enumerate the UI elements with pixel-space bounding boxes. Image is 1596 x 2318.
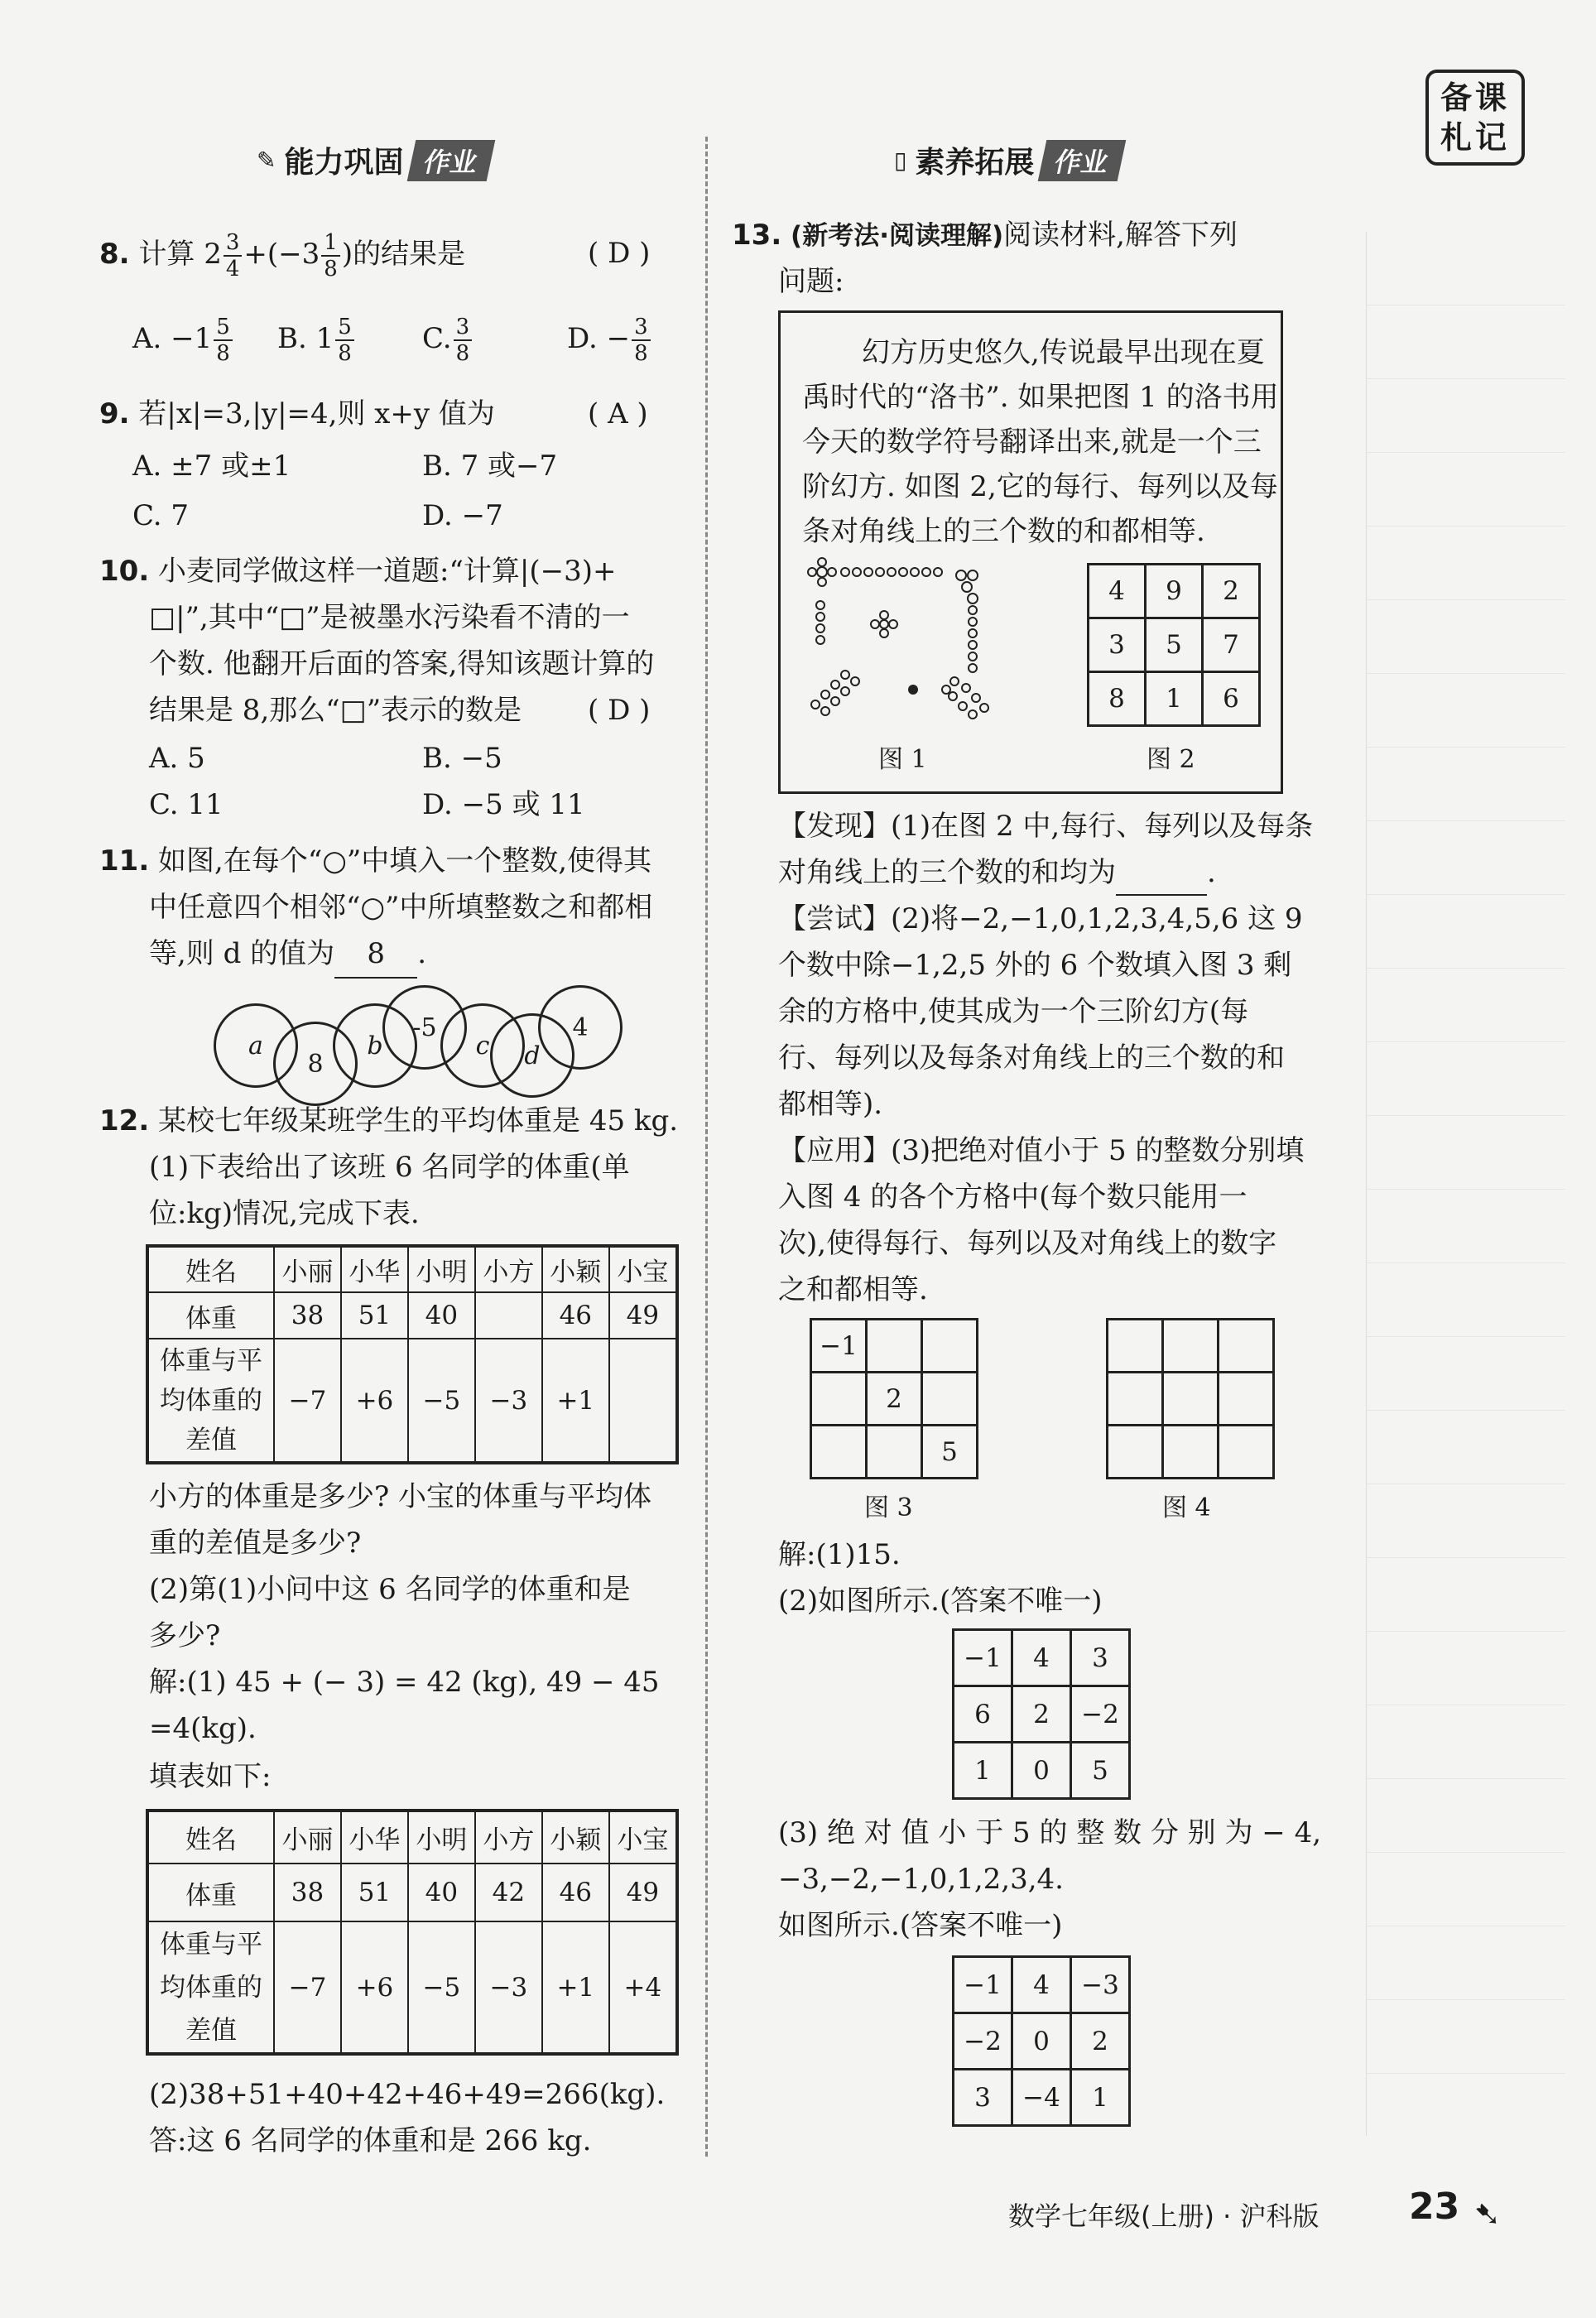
q13-number: 13. [732,219,782,252]
fig4-r2c1 [1163,1426,1219,1479]
q8-option-a-den: 8 [216,341,230,366]
t1-r2c6 [609,1339,677,1463]
t2-r2c1: −7 [274,1921,341,2054]
q8-frac1-num: 3 [224,230,243,257]
fig2-r1c0: 3 [1089,618,1146,672]
magic-square-fig2 [1087,563,1261,727]
q10-option-d: D. −5 或 11 [422,788,585,821]
left-section-title: 能力巩固 [284,146,404,180]
q8-frac1 [224,230,243,281]
t1-r2c3: −5 [408,1339,475,1463]
q8-option-b-label: B. 1 [277,322,334,355]
q8-option-c [422,315,474,366]
t2-h6: 小宝 [609,1811,677,1864]
q9-option-a: A. ±7 或±1 [132,450,291,483]
q10-answer: ( D ) [588,694,651,727]
q13-sol2: (2)如图所示.(答案不唯一) [778,1585,1103,1618]
q8-option-a-label: A. −1 [132,322,213,355]
q11-line3-text: 等,则 d 的值为 [149,937,335,970]
ansB-r0c1: 4 [1012,1957,1071,2013]
q8-option-b-num: 5 [335,315,354,341]
right-section-tag: 作业 [1038,140,1127,181]
q13-sol4: −3,−2,−1,0,1,2,3,4. [778,1863,1064,1896]
circle-b: b [333,1003,417,1088]
ansA-r1c1: 2 [1012,1686,1071,1743]
q12-sol4: (2)38+51+40+42+46+49=266(kg). [149,2078,666,2111]
q10-line3: 个数. 他翻开后面的答案,得知该题计算的 [149,647,655,680]
ansA-r0c1: 4 [1012,1630,1071,1686]
q12-line1 [99,1098,678,1144]
fig4-r2c2 [1219,1426,1274,1479]
t1-h4: 小方 [475,1246,542,1292]
ansA-r2c0: 1 [954,1743,1012,1799]
ansB-r1c0: −2 [954,2013,1012,2070]
t2-r1c2: 51 [341,1864,408,1921]
t2-h0: 姓名 [147,1811,274,1864]
t1-h1: 小丽 [274,1246,341,1292]
t1-r2c2: +6 [341,1339,408,1463]
badge-text: 备课 札记 [1440,79,1510,156]
q10-line2: □|”,其中“□”是被墨水污染看不清的一 [149,601,630,634]
q11-answer: 8 [334,931,417,979]
fig4-r0c0 [1108,1320,1163,1373]
footer-book: 数学七年级(上册) · 沪科版 [1008,2200,1320,2232]
q13-line1-text: 阅读材料,解答下列 [1003,219,1238,252]
q8-option-d-num: 3 [632,315,651,341]
t1-r1c4 [475,1292,542,1339]
q10-option-c: C. 11 [149,788,224,821]
q8-post: )的结果是 [341,238,466,271]
box-line4: 阶幻方. 如图 2,它的每行、每列以及每 [802,470,1278,503]
q8-number: 8. [99,238,130,271]
ansA-r1c0: 6 [954,1686,1012,1743]
q8-option-a [132,315,234,366]
fig4-r1c2 [1219,1373,1274,1426]
fig4-r2c0 [1108,1426,1163,1479]
ansA-r2c1: 0 [1012,1743,1071,1799]
t1-r1c2: 51 [341,1292,408,1339]
q12-line2: (1)下表给出了该班 6 名同学的体重(单 [149,1151,630,1184]
pencil-icon: ✎ [257,147,276,174]
left-section-tag: 作业 [407,140,496,181]
t2-h4: 小方 [475,1811,542,1864]
q12-line5: 重的差值是多少? [149,1527,362,1560]
t2-h2: 小华 [341,1811,408,1864]
q9-option-b: B. 7 或−7 [422,450,558,483]
fig2-r0c0: 4 [1089,565,1146,618]
fig2-r0c1: 9 [1146,565,1203,618]
t1-r2c1: −7 [274,1339,341,1463]
t1-r2c0: 体重与平 均体重的 差值 [147,1339,274,1463]
q8-frac1-den: 4 [225,257,240,281]
fig3-r1c0 [811,1373,867,1426]
t1-r1c1: 38 [274,1292,341,1339]
q13-sol5: 如图所示.(答案不唯一) [778,1909,1063,1942]
q8-option-c-label: C. [422,322,452,355]
q12-sol3: 填表如下: [149,1760,272,1793]
q8-frac2-num: 1 [321,230,340,257]
q8-mid: +(−3 [243,238,320,271]
q8-option-d-frac [632,315,651,366]
fig3-r2c0 [811,1426,867,1479]
q12-sol5: 答:这 6 名同学的体重和是 266 kg. [149,2124,592,2157]
q10-option-b: B. −5 [422,742,502,775]
box-line3: 今天的数学符号翻译出来,就是一个三 [802,426,1262,459]
reading-box [778,310,1283,794]
ansB-r0c0: −1 [954,1957,1012,2013]
fig3-caption: 图 3 [864,1493,913,1522]
t1-r1c0: 体重 [147,1292,274,1339]
t2-r2c2: +6 [341,1921,408,2054]
q11-line1 [99,838,651,884]
t1-r1c5: 46 [542,1292,609,1339]
ansB-r2c2: 1 [1071,2070,1130,2126]
q11-line1-text: 如图,在每个“○”中填入一个整数,使得其 [158,844,652,878]
q9-option-c: C. 7 [132,499,190,532]
circle-d: d [490,1013,574,1098]
t2-r2c5: +1 [542,1921,609,2054]
q13-find2-blank [1116,861,1207,896]
q13-app1: 【应用】(3)把绝对值小于 5 的整数分别填 [778,1134,1305,1167]
q13-sol3: (3) 绝 对 值 小 于 5 的 整 数 分 别 为 − 4, [778,1816,1322,1849]
q13-try4: 行、每列以及每条对角线上的三个数的和 [778,1041,1285,1075]
circle-neg5: -5 [382,985,467,1070]
t2-r1c0: 体重 [147,1864,274,1921]
q11-circle-figure [207,985,637,1093]
q13-line1 [732,212,1238,259]
q12-line1-text: 某校七年级某班学生的平均体重是 45 kg. [158,1104,679,1137]
ansB-r0c2: −3 [1071,1957,1130,2013]
right-section-title: 素养拓展 [915,146,1035,180]
t2-r1c4: 42 [475,1864,542,1921]
t1-h3: 小明 [408,1246,475,1292]
q13-try5: 都相等). [778,1088,883,1121]
q8-option-c-frac [454,315,473,366]
t2-h1: 小丽 [274,1811,341,1864]
q13-find2: 对角线上的三个数的和均为 . [778,849,1216,896]
ansB-r2c1: −4 [1012,2070,1071,2126]
page-number: 23 [1409,2186,1460,2228]
t1-h6: 小宝 [609,1246,677,1292]
q8-option-d-den: 8 [634,341,648,366]
q12-number: 12. [99,1104,150,1137]
circle-c: c [440,1003,525,1088]
q12-line4: 小方的体重是多少? 小宝的体重与平均体 [149,1480,652,1513]
q11-line2: 中任意四个相邻“○”中所填整数之和都相 [149,891,653,924]
q8-frac2 [321,230,340,281]
ansA-r0c2: 3 [1071,1630,1130,1686]
notes-margin [1366,232,1565,2136]
q8-frac2-den: 8 [324,257,338,281]
magic-square-fig4 [1106,1318,1275,1479]
t2-h3: 小明 [408,1811,475,1864]
t2-r1c3: 40 [408,1864,475,1921]
q13-try1: 【尝试】(2)将−2,−1,0,1,2,3,4,5,6 这 9 [778,902,1303,935]
fig3-r0c2 [922,1320,978,1373]
t2-r1c5: 46 [542,1864,609,1921]
fig2-r1c1: 5 [1146,618,1203,672]
box-line5: 条对角线上的三个数的和都相等. [802,515,1205,548]
t1-h5: 小颖 [542,1246,609,1292]
fig2-r1c2: 7 [1203,618,1260,672]
t2-r1c1: 38 [274,1864,341,1921]
fig3-r2c2: 5 [922,1426,978,1479]
fig4-r0c2 [1219,1320,1274,1373]
fig3-r2c1 [867,1426,922,1479]
ansA-r1c2: −2 [1071,1686,1130,1743]
fig3-r1c1: 2 [867,1373,922,1426]
ansB-r1c1: 0 [1012,2013,1071,2070]
q8-option-a-num: 5 [214,315,233,341]
q9-answer: ( A ) [588,397,648,430]
q13-try3: 余的方格中,使其成为一个三阶幻方(每 [778,995,1249,1028]
q12-sol1: 解:(1) 45 + (− 3) = 42 (kg), 49 − 45 [149,1666,660,1699]
q8-option-b [277,315,356,366]
t2-r2c6: +4 [609,1921,677,2054]
ansA-r2c2: 5 [1071,1743,1130,1799]
t2-r2c3: −5 [408,1921,475,2054]
q8-answer: ( D ) [588,237,651,270]
fig2-r2c0: 8 [1089,672,1146,726]
book-icon: ▯ [894,147,907,174]
q13-app2: 入图 4 的各个方格中(每个数只能用一 [778,1181,1247,1214]
q13-tag: (新考法·阅读理解) [791,221,1004,251]
fig3-r0c0: −1 [811,1320,867,1373]
circle-8: 8 [273,1022,358,1106]
q13-line2: 问题: [778,265,844,298]
q13-find2-text: 对角线上的三个数的和均为 [778,856,1116,889]
q8-stem [99,230,465,281]
t1-h0: 姓名 [147,1246,274,1292]
q10-line1-text: 小麦同学做这样一道题:“计算|(−3)+ [158,555,617,588]
t2-r2c0: 体重与平 均体重的 差值 [147,1921,274,2054]
q13-app3: 次),使得每行、每列以及对角线上的数字 [778,1227,1277,1260]
q9-stem [99,391,495,437]
t1-r2c5: +1 [542,1339,609,1463]
q10-line4: 结果是 8,那么“□”表示的数是 [149,694,522,727]
q9-text: 若|x|=3,|y|=4,则 x+y 值为 [138,397,495,430]
fig2-r2c2: 6 [1203,672,1260,726]
q13-sol1: 解:(1)15. [778,1538,901,1571]
q13-app4: 之和都相等. [778,1273,928,1306]
q8-option-c-den: 8 [455,341,470,366]
circle-a: a [214,1003,298,1088]
ansA-r0c0: −1 [954,1630,1012,1686]
notes-badge [1425,70,1525,166]
fig1-caption: 图 1 [878,745,927,774]
q8-option-a-frac [214,315,233,366]
q8-pre: 计算 2 [138,238,222,271]
q9-option-d: D. −7 [422,499,503,532]
answer-square-2 [952,1628,1131,1800]
left-section-header [257,139,492,181]
fig4-caption: 图 4 [1162,1493,1211,1522]
t1-r1c6: 49 [609,1292,677,1339]
q8-option-b-den: 8 [338,341,352,366]
t1-r1c3: 40 [408,1292,475,1339]
q8-option-d-label: D. − [567,322,631,355]
q8-option-d [567,315,652,366]
q12-line7: 多少? [149,1619,221,1652]
box-line2: 禹时代的“洛书”. 如果把图 1 的洛书用 [802,381,1279,414]
q12-table1 [146,1244,679,1464]
q8-option-b-frac [335,315,354,366]
box-line1: 幻方历史悠久,传说最早出现在夏 [862,336,1265,369]
q12-sol2: =4(kg). [149,1712,257,1745]
t1-r2c4: −3 [475,1339,542,1463]
fig4-r1c0 [1108,1373,1163,1426]
q13-try2: 个数中除−1,2,5 外的 6 个数填入图 3 剩 [778,949,1292,982]
q11-number: 11. [99,844,150,878]
t2-r2c4: −3 [475,1921,542,2054]
q11-line3-end: . [417,937,426,970]
q12-table2 [146,1809,679,2056]
fig3-r1c2 [922,1373,978,1426]
fig4-r0c1 [1163,1320,1219,1373]
q8-option-c-num: 3 [454,315,473,341]
t1-h2: 小华 [341,1246,408,1292]
magic-square-fig3 [810,1318,978,1479]
ansB-r2c0: 3 [954,2070,1012,2126]
ansB-r1c2: 2 [1071,2013,1130,2070]
corner-arrow-icon: ➷ [1473,2195,1502,2234]
q12-line3: 位:kg)情况,完成下表. [149,1197,420,1230]
luoshu-figure [797,557,1012,739]
right-section-header [894,139,1122,181]
fig2-r2c1: 1 [1146,672,1203,726]
fig2-r0c2: 2 [1203,565,1260,618]
q10-option-a: A. 5 [149,742,205,775]
q12-line6: (2)第(1)小问中这 6 名同学的体重和是 [149,1573,631,1606]
fig2-caption: 图 2 [1147,745,1195,774]
q10-number: 10. [99,555,150,588]
q11-line3 [149,931,426,979]
column-divider [705,137,708,2157]
t2-r1c6: 49 [609,1864,677,1921]
fig3-r0c1 [867,1320,922,1373]
q10-line1 [99,548,616,594]
fig4-r1c1 [1163,1373,1219,1426]
q13-find1: 【发现】(1)在图 2 中,每行、每列以及每条 [778,810,1314,843]
t2-h5: 小颖 [542,1811,609,1864]
answer-square-3 [952,1955,1131,2127]
circle-4: 4 [538,985,623,1070]
q9-number: 9. [99,397,130,430]
